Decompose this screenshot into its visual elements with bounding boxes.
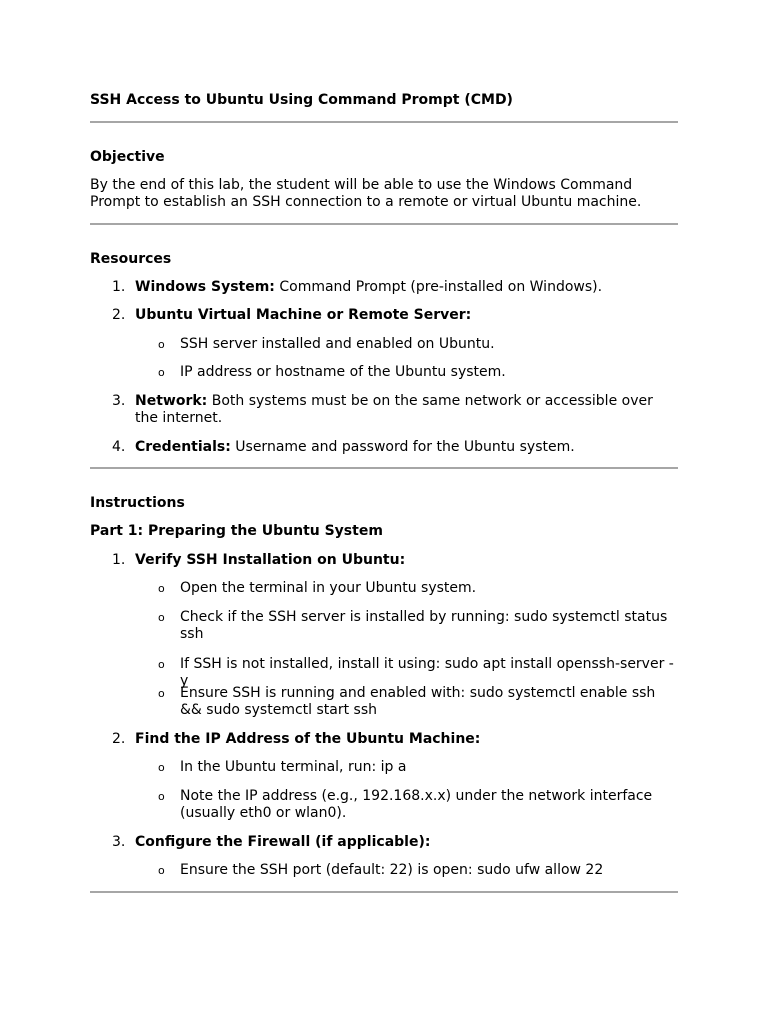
list-number: 3.: [112, 393, 126, 409]
resources-heading: Resources: [90, 251, 172, 267]
sub-item-text: Open the terminal in your Ubuntu system.: [180, 580, 477, 596]
sub-item-text: SSH server installed and enabled on Ubuntu.: [180, 336, 495, 352]
bullet-icon: o: [158, 864, 165, 877]
list-number: 4.: [112, 439, 126, 455]
sub-item-text: If SSH is not installed, install it using: sudo apt install openssh-server -y: [180, 656, 674, 689]
document-title: SSH Access to Ubuntu Using Command Prompt (CMD): [90, 92, 513, 108]
bullet-icon: o: [158, 790, 165, 803]
objective-text: By the end of this lab, the student will be able to use the Windows Command Prompt to establish an SSH connection to a remote or virtual Ubuntu machine.: [90, 177, 642, 210]
resource-text: Username and password for the Ubuntu system.: [230, 439, 575, 455]
divider: [90, 121, 678, 123]
bullet-icon: o: [158, 658, 165, 671]
bullet-icon: o: [158, 338, 165, 351]
sub-item-text: Ensure the SSH port (default: 22) is open: sudo ufw allow 22: [180, 862, 604, 878]
list-number: 1.: [112, 552, 126, 568]
sub-item-text: Note the IP address (e.g., 192.168.x.x) under the network interface (usually eth0 or wlan0).: [180, 788, 653, 821]
resource-label: Ubuntu Virtual Machine or Remote Server:: [135, 307, 472, 323]
part-heading: Part 1: Preparing the Ubuntu System: [90, 523, 383, 539]
resource-label: Network:: [135, 393, 208, 409]
objective-heading: Objective: [90, 149, 165, 165]
step-title: Find the IP Address of the Ubuntu Machine:: [135, 731, 481, 747]
resource-text: Both systems must be on the same network or accessible over the internet.: [135, 393, 653, 426]
divider: [90, 467, 678, 469]
divider: [90, 223, 678, 225]
resource-label: Credentials:: [135, 439, 231, 455]
sub-item-text: Ensure SSH is running and enabled with: sudo systemctl enable ssh && sudo systemctl start ssh: [180, 685, 656, 718]
resource-text: Command Prompt (pre-installed on Windows).: [274, 279, 603, 295]
resource-label: Windows System:: [135, 279, 275, 295]
list-number: 3.: [112, 834, 126, 850]
divider: [90, 891, 678, 893]
instructions-heading: Instructions: [90, 495, 185, 511]
list-number: 2.: [112, 731, 126, 747]
bullet-icon: o: [158, 687, 165, 700]
sub-item-text: IP address or hostname of the Ubuntu system.: [180, 364, 506, 380]
bullet-icon: o: [158, 761, 165, 774]
step-title: Verify SSH Installation on Ubuntu:: [135, 552, 406, 568]
list-number: 1.: [112, 279, 126, 295]
step-title: Configure the Firewall (if applicable):: [135, 834, 431, 850]
sub-item-text: In the Ubuntu terminal, run: ip a: [180, 759, 407, 775]
bullet-icon: o: [158, 366, 165, 379]
bullet-icon: o: [158, 582, 165, 595]
bullet-icon: o: [158, 611, 165, 624]
sub-item-text: Check if the SSH server is installed by running: sudo systemctl status ssh: [180, 609, 668, 642]
list-number: 2.: [112, 307, 126, 323]
